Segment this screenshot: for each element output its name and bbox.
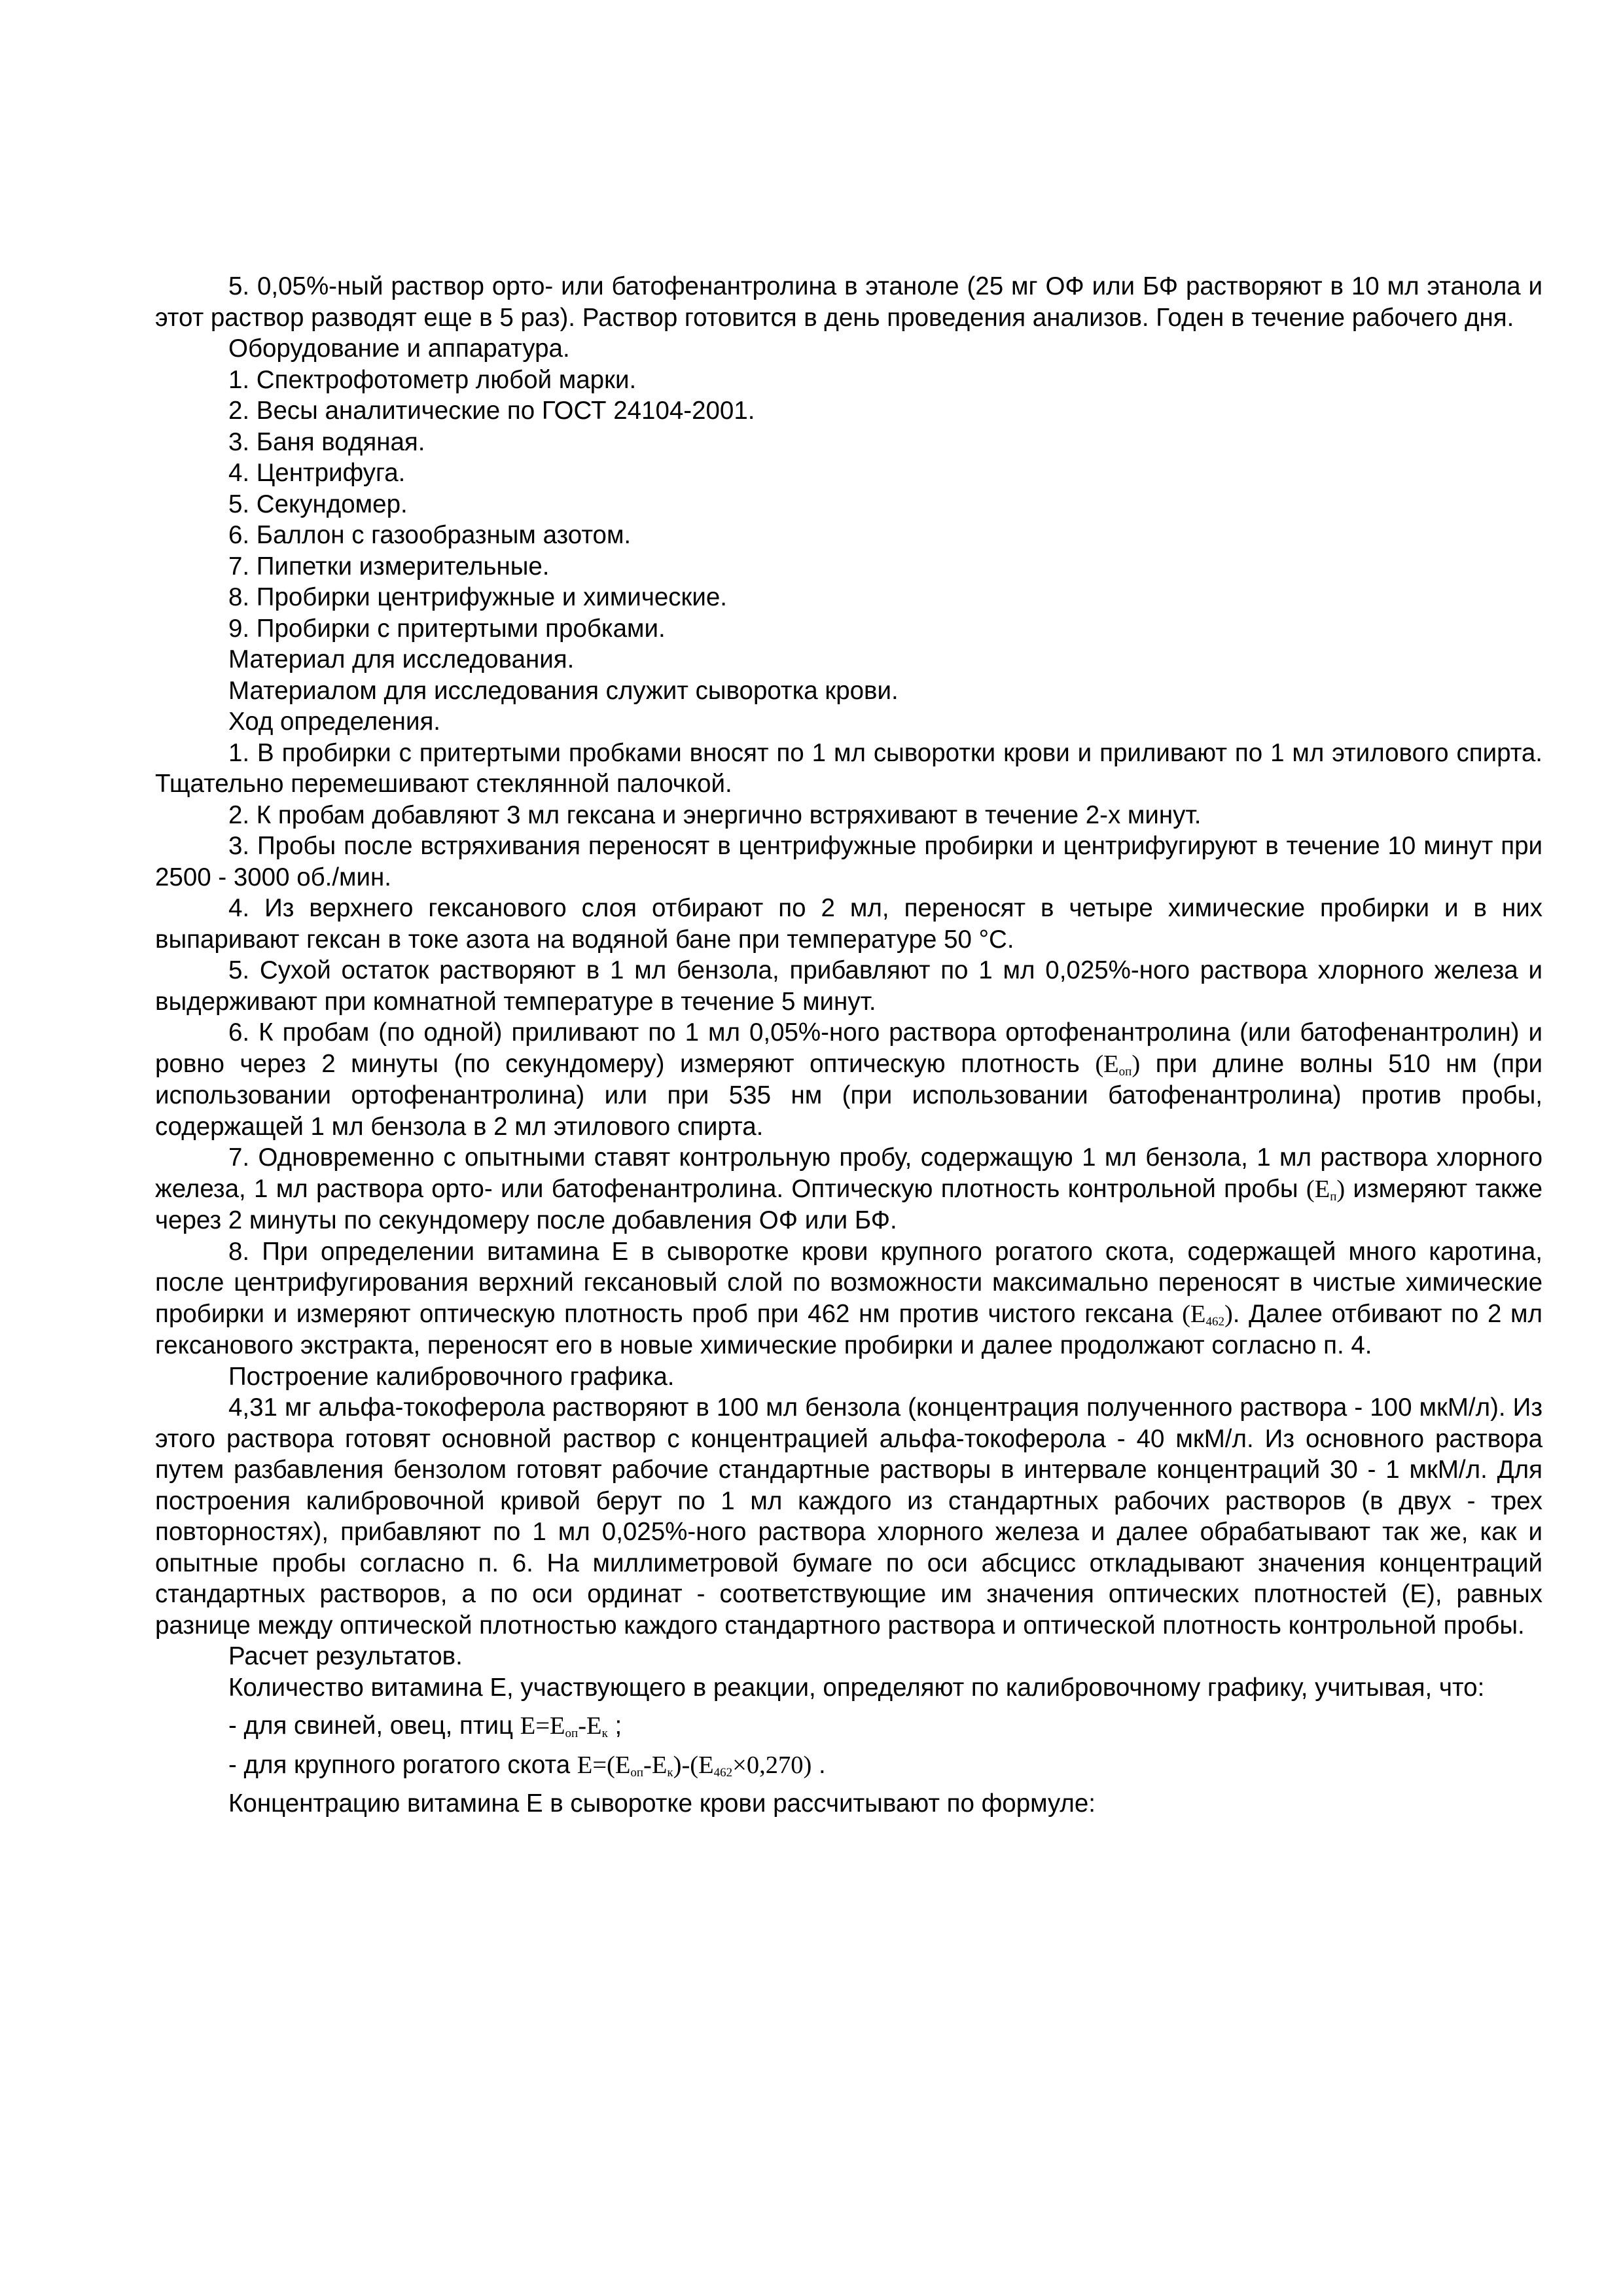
equipment-item-6: 6. Баллон с газообразным азотом. <box>228 521 632 549</box>
formula-e-p: $(E_п)$ <box>1306 1175 1346 1204</box>
section-heading-procedure: Ход определения. <box>228 708 440 736</box>
procedure-step-8-text-a: 8. При определении витамина Е в сыворотке крови крупного рогатого скота, содержащей много каротина, после центрифугирования верхний гексановый слой по возможности максимально переносят в чистые химические пробирки и измеряют оптическую плотность проб при 462 нм против чистого гексана <box>155 1237 1543 1328</box>
section-heading-results: Расчет результатов. <box>228 1642 463 1670</box>
final-text: Концентрацию витамина Е в сыворотке крови рассчитывают по формуле: <box>228 1789 1096 1818</box>
procedure-step-5: 5. Сухой остаток растворяют в 1 мл бензола, прибавляют по 1 мл 0,025%-ного раствора хлорного железа и выдерживают при комнатной температуре в течение 5 минут. <box>155 956 1543 1016</box>
section-heading-equipment: Оборудование и аппаратура. <box>228 334 570 363</box>
material-text: Материалом для исследования служит сыворотка крови. <box>228 676 899 705</box>
procedure-step-6 <box>155 1017 1543 1142</box>
equipment-item-4: 4. Центрифуга. <box>228 459 406 487</box>
procedure-step-6-text-b: при длине волны 510 нм (при использовании ортофенантролина) или при 535 нм (при использовании батофенантролина) против пробы, содержащей 1 мл бензола в 2 мл этилового спирта. <box>155 1049 1543 1141</box>
procedure-step-7-text-a: 7. Одновременно с опытными ставят контрольную пробу, содержащую 1 мл бензола, 1 мл раствора хлорного железа, 1 мл раствора орто- или батофенантролина. Оптическую плотность контрольной пробы <box>155 1143 1543 1203</box>
equipment-item-5: 5. Секундомер. <box>228 490 408 518</box>
calibration-text: 4,31 мг альфа-токоферола растворяют в 100 мл бензола (концентрация полученного раствора - 100 мкМ/л). Из этого раствора готовят основной раствор с концентрацией альфа-токоферола - 40 мкМ/л. Из основного раствора путем разбавления бензолом готовят рабочие стандартные растворы в интервале концентраций 30 - 1 мкМ/л. Для построения калибровочной кривой берут по 1 мл каждого из стандартных рабочих растворов (в двух - трех повторностях), прибавляют по 1 мл 0,025%-ного раствора хлорного железа и далее обрабатывают так же, как и опытные пробы согласно п. 6. На миллиметровой бумаге по оси абсцисс откладывают значения концентраций стандартных растворов, а по оси ординат - соответствующие им значения оптических плотностей (Е), равных разнице между оптической плотностью каждого стандартного раствора и оптической плотность контрольной пробы. <box>155 1393 1543 1640</box>
formula-line-pigs: - для свиней, овец, птиц $E=E_{оп}-E_к$ ; <box>228 1712 622 1740</box>
procedure-step-7 <box>155 1142 1543 1236</box>
equipment-item-8: 8. Пробирки центрифужные и химические. <box>228 583 727 611</box>
formula-line-cattle-label: - для крупного рогатого скота <box>228 1750 577 1779</box>
procedure-step-1: 1. В пробирки с притертыми пробками вносят по 1 мл сыворотки крови и приливают по 1 мл этилового спирта. Тщательно перемешивают стеклянной палочкой. <box>155 738 1543 798</box>
formula-pigs: $E=E_{оп}-E_к$ <box>520 1712 608 1740</box>
document-body <box>155 271 1543 1820</box>
procedure-step-2: 2. К пробам добавляют 3 мл гексана и энергично встряхивают в течение 2-х минут. <box>228 800 1202 829</box>
procedure-step-4: 4. Из верхнего гексанового слоя отбирают по 2 мл, переносят в четыре химические пробирки и в них выпаривают гексан в токе азота на водяной бане при температуре 50 °С. <box>155 894 1543 954</box>
procedure-step-6-text-a: 6. К пробам (по одной) приливают по 1 мл 0,05%-ного раствора ортофенантролина (или батофенантролин) и ровно через 2 минуты (по секундомеру) измеряют оптическую плотность <box>155 1018 1543 1078</box>
procedure-step-7-text-b: измеряют также через 2 минуты по секундомеру после добавления ОФ или БФ. <box>155 1174 1543 1234</box>
procedure-step-8 <box>155 1236 1543 1361</box>
section-heading-calibration: Построение калибровочного графика. <box>228 1362 675 1391</box>
formula-line-cattle: - для крупного рогатого скота $E=(E_{оп}-E_к)-(E_{462}\times 0,270)$ . <box>228 1750 826 1780</box>
equipment-item-9: 9. Пробирки с притертыми пробками. <box>228 614 666 643</box>
formula-cattle: $E=(E_{оп}-E_к)-(E_{462}\times 0,270)$ <box>577 1751 812 1780</box>
formula-line-pigs-label: - для свиней, овец, птиц <box>228 1712 520 1740</box>
procedure-step-8-text-b: . Далее отбивают по 2 мл гексанового экстракта, переносят его в новые химические пробирки и далее продолжают согласно п. 4. <box>155 1299 1543 1359</box>
section-heading-material: Материал для исследования. <box>228 645 575 673</box>
paragraph-reagent-5: 5. 0,05%-ный раствор орто- или батофенантролина в этаноле (25 мг ОФ или БФ растворяют в 10 мл этанола и этот раствор разводят еще в 5 раз). Раствор готовится в день проведения анализов. Годен в течение рабочего дня. <box>155 272 1543 332</box>
equipment-item-3: 3. Баня водяная. <box>228 427 425 456</box>
equipment-item-2: 2. Весы аналитические по ГОСТ 24104-2001. <box>228 397 755 425</box>
results-text: Количество витамина Е, участвующего в реакции, определяют по калибровочному графику, учитывая, что: <box>228 1673 1485 1702</box>
equipment-item-7: 7. Пипетки измерительные. <box>228 552 550 581</box>
equipment-item-1: 1. Спектрофотометр любой марки. <box>228 365 637 394</box>
formula-e-op: $(E_{оп})$ <box>1095 1050 1141 1079</box>
formula-e-462: $(E_{462})$ <box>1182 1300 1233 1329</box>
procedure-step-3: 3. Пробы после встряхивания переносят в центрифужные пробирки и центрифугируют в течение 10 минут при 2500 - 3000 об./мин. <box>155 832 1543 891</box>
